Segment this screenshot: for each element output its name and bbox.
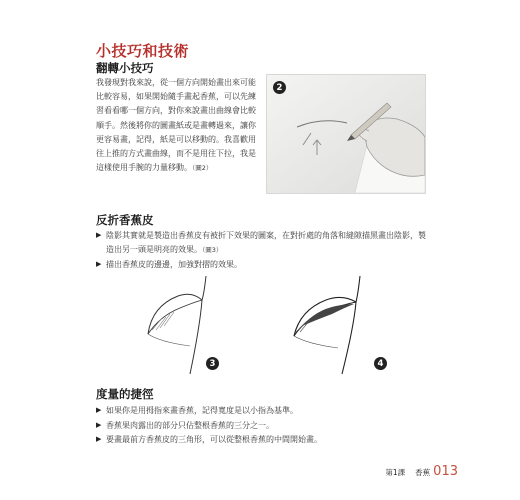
measure-heading: 度量的捷徑 bbox=[96, 387, 154, 401]
list-item bbox=[96, 258, 426, 272]
peel-item-1-note: （圖3） bbox=[202, 245, 223, 254]
flip-heading: 翻轉小技巧 bbox=[96, 61, 154, 75]
peel-item-2-text: 描出香蕉皮的邊邊，加強對摺的效果。 bbox=[106, 260, 242, 269]
bullet-arrow-icon: ▶ bbox=[96, 231, 102, 239]
figure-3-number-badge: 3 bbox=[206, 357, 219, 370]
list-item bbox=[96, 404, 426, 418]
bullet-arrow-icon: ▶ bbox=[96, 406, 102, 414]
flip-note: （圖2） bbox=[192, 164, 213, 173]
hand-drawing-illustration bbox=[267, 75, 425, 193]
figure-4-number-badge: 4 bbox=[374, 357, 387, 370]
list-item bbox=[96, 229, 426, 257]
peel-item-1-text: 陰影其實就是製造出香蕉皮有被折下效果的圖案，在對折處的角落和縫隙描黑畫出陰影，製造出另一頭是明亮的效果。 bbox=[106, 231, 426, 254]
footer-page-name: 香蕉 bbox=[415, 468, 431, 477]
measure-item-3-text: 要畫最前方香蕉皮的三角形，可以從整根香蕉的中間開始畫。 bbox=[106, 435, 322, 444]
figure-2-number-badge: 2 bbox=[273, 81, 286, 94]
peel-list bbox=[96, 229, 426, 273]
list-item bbox=[96, 433, 426, 447]
footer-chapter: 第1課 bbox=[385, 468, 406, 477]
measure-item-2-text: 香蕉果肉露出的部分只佔整根香蕉的三分之一。 bbox=[106, 420, 274, 430]
measure-list bbox=[96, 404, 426, 448]
bullet-arrow-icon: ▶ bbox=[96, 260, 102, 268]
bullet-arrow-icon: ▶ bbox=[96, 420, 102, 429]
figure-2-photo bbox=[266, 74, 426, 194]
measure-item-1-text: 如果你是用拇指來畫香蕉，記得寬度是以小指為基準。 bbox=[106, 406, 298, 415]
flip-paragraph bbox=[96, 76, 262, 175]
section-title: 小技巧和技術 bbox=[96, 42, 190, 60]
list-item-text bbox=[106, 229, 426, 257]
peel-heading: 反折香蕉皮 bbox=[96, 213, 154, 227]
bullet-arrow-icon: ▶ bbox=[96, 435, 102, 443]
flip-paragraph-text: 我發現對我來說，從一個方向開始畫出來可能比較容易，如果開始隨手畫起香蕉，可以先練習看看哪一個方向，對你來說畫出曲線會比較順手。然後將你的圖畫紙或是畫轉過來，讓你更容易畫，記得，紙是可以移動的。我喜歡用往上推的方式畫曲線，而不是用往下拉，我是這樣使用手腕的力量移動。 bbox=[96, 78, 256, 173]
figure-4-banana-peel bbox=[282, 276, 382, 376]
list-item bbox=[96, 419, 426, 433]
page-footer bbox=[385, 464, 458, 479]
page-number: 013 bbox=[433, 464, 458, 479]
